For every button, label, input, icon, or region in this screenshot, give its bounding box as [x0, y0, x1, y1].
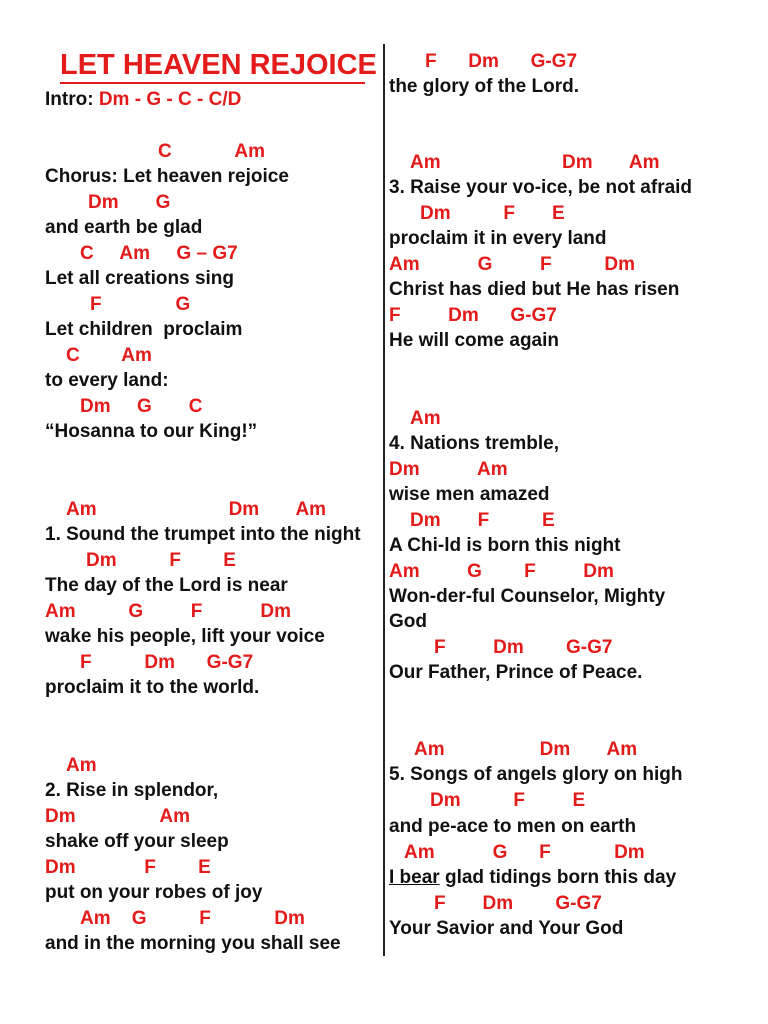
lyric-line: to every land: — [45, 370, 169, 391]
song-title: LET HEAVEN REJOICE — [60, 49, 377, 81]
lyric-line: He will come again — [389, 330, 559, 351]
intro-line — [45, 88, 241, 112]
chord-line: Dm G — [88, 192, 171, 213]
chord-line: Dm F E — [430, 790, 586, 811]
lyric-line — [389, 866, 676, 890]
chord-line: Am G F Dm — [404, 842, 645, 863]
chord-line: Am Dm Am — [66, 499, 327, 520]
chord-line: Am — [410, 408, 441, 429]
lyric-line: put on your robes of joy — [45, 882, 263, 903]
chord-line: Am — [66, 755, 97, 776]
chord-line: F Dm G-G7 — [434, 637, 613, 658]
chord-line: Dm F E — [420, 203, 565, 224]
lyric-line: Let all creations sing — [45, 268, 234, 289]
chord-line: Dm Am — [45, 806, 190, 827]
lyric-line: Won-der-ful Counselor, Mighty — [389, 586, 666, 607]
lyric-line: Let children proclaim — [45, 319, 243, 340]
chord-line: F Dm G-G7 — [389, 305, 557, 326]
lyric-line: “Hosanna to our King!” — [45, 421, 258, 442]
column-divider — [383, 44, 385, 956]
chord-line: Dm F E — [86, 550, 236, 571]
lyric-line: 3. Raise your vo-ice, be not afraid — [389, 177, 693, 198]
chord-line: F G — [90, 294, 191, 315]
chord-line: Am Dm Am — [410, 152, 660, 173]
chord-line: Am G F Dm — [80, 908, 305, 929]
lyric-line: the glory of the Lord. — [389, 76, 579, 97]
chord-line: Am Dm Am — [414, 739, 638, 760]
chord-line: F Dm G-G7 — [425, 51, 578, 72]
lyric-line: 1. Sound the trumpet into the night — [45, 524, 361, 545]
lyric-line: 4. Nations tremble, — [389, 433, 559, 454]
chord-line: Am G F Dm — [45, 601, 291, 622]
chord-line: Dm F E — [45, 857, 211, 878]
chord-line: F Dm G-G7 — [434, 893, 602, 914]
chord-line: Am G F Dm — [389, 561, 614, 582]
intro-label: Intro: — [45, 89, 99, 110]
lyric-line: Your Savior and Your God — [389, 918, 624, 939]
lyric-line: and pe-ace to men on earth — [389, 816, 637, 837]
chord-line: C Am — [158, 141, 265, 162]
chord-line: C Am — [66, 345, 152, 366]
lyric-line: wise men amazed — [389, 484, 550, 505]
lyric-line: A Chi-ld is born this night — [389, 535, 621, 556]
lyric-line: The day of the Lord is near — [45, 575, 288, 596]
lyric-line: shake off your sleep — [45, 831, 229, 852]
lyric-line: proclaim it in every land — [389, 228, 607, 249]
lyric-line: and in the morning you shall see — [45, 933, 341, 954]
lyric-line: proclaim it to the world. — [45, 677, 260, 698]
lyric-line: 5. Songs of angels glory on high — [389, 764, 683, 785]
lyric-line: Our Father, Prince of Peace. — [389, 662, 643, 683]
chord-line: Am G F Dm — [389, 254, 635, 275]
lyric-line: Chorus: Let heaven rejoice — [45, 166, 289, 187]
lyric-line: wake his people, lift your voice — [45, 626, 325, 647]
chord-line: Dm G C — [80, 396, 203, 417]
lyric-line: Christ has died but He has risen — [389, 279, 680, 300]
lyric-line: God — [389, 611, 427, 632]
chord-line: F Dm G-G7 — [80, 652, 254, 673]
title-underline — [60, 82, 365, 84]
underlined-text: I bear — [389, 867, 440, 888]
chord-line: Dm Am — [389, 459, 508, 480]
lyric-line: 2. Rise in splendor, — [45, 780, 219, 801]
intro-chords: Dm - G - C - C/D — [98, 89, 242, 110]
chord-line: C Am G – G7 — [80, 243, 238, 264]
lyric-text: glad tidings born this day — [439, 867, 677, 888]
chord-line: Dm F E — [410, 510, 555, 531]
lyric-line: and earth be glad — [45, 217, 203, 238]
